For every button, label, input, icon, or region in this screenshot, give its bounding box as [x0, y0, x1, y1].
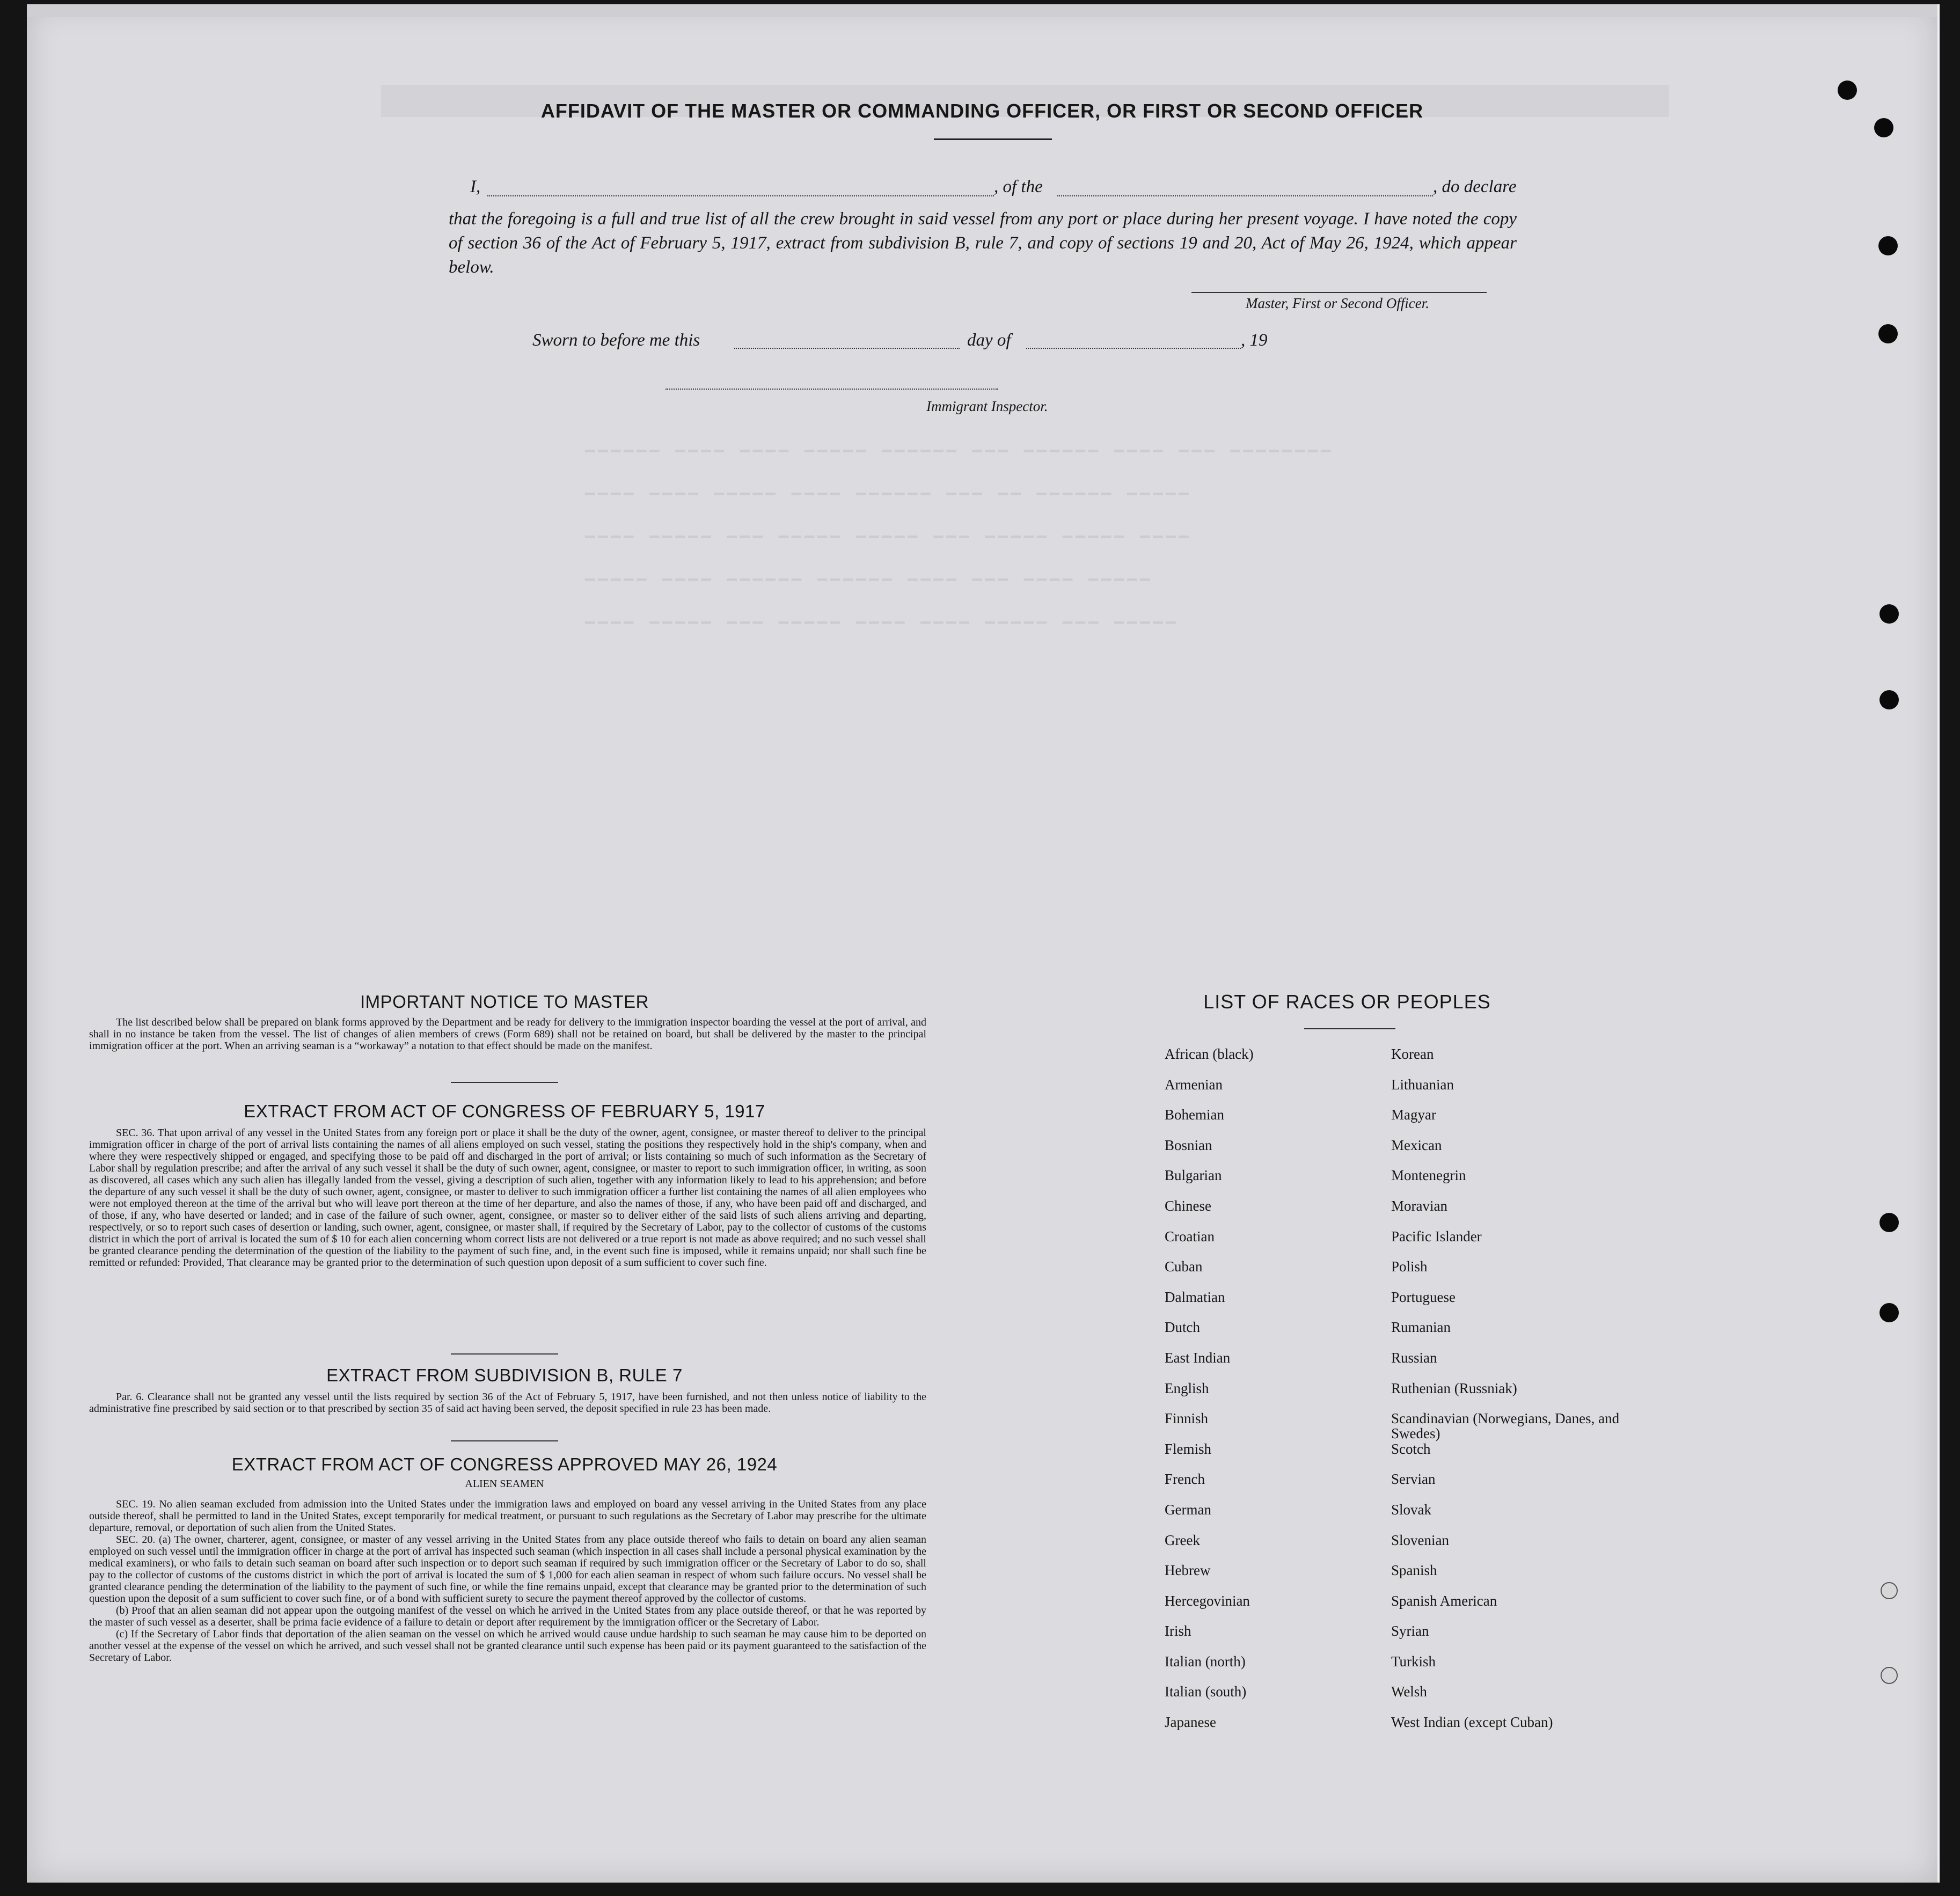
- inspector-label: Immigrant Inspector.: [926, 398, 1048, 414]
- vessel-name-line[interactable]: [1057, 195, 1433, 196]
- affidavit-title: AFFIDAVIT OF THE MASTER OR COMMANDING OFFICER, OR FIRST OR SECOND OFFICER: [540, 100, 1424, 122]
- title-rule: [934, 138, 1052, 140]
- sworn-label: Sworn to before me this: [532, 331, 700, 350]
- race-item: Irish: [1165, 1623, 1191, 1639]
- race-item: Finnish: [1165, 1410, 1209, 1427]
- master-signature-label: Master, First or Second Officer.: [1246, 295, 1429, 311]
- race-item: Dalmatian: [1165, 1289, 1225, 1305]
- sec20b-paragraph: (b) Proof that an alien seaman did not appear upon the outgoing manifest of the vessel on which he arrived in the United States from any place outside thereof, or that he was reported by the master of such vessel as a deserter, shall be prima facie evidence of a failure to detain or deport after requirement by the immigration officer or the Secretary of Labor.: [89, 1605, 926, 1628]
- race-item: Slovenian: [1391, 1532, 1449, 1548]
- affidavit-of-the-label: , of the: [994, 177, 1043, 196]
- race-item: Armenian: [1165, 1076, 1223, 1093]
- race-item: Croatian: [1165, 1228, 1215, 1245]
- punch-hole: [1879, 1213, 1899, 1232]
- affidavit-declare-label: , do declare: [1433, 177, 1517, 196]
- race-item: Russian: [1391, 1349, 1437, 1366]
- punch-hole: [1838, 80, 1857, 100]
- extract-1917-paragraph: SEC. 36. That upon arrival of any vessel in the United States from any foreign port or place it shall be the duty of the owner, agent, consignee, or master thereof to deliver to the principal immigration officer in charge of the port of arrival lists containing the names of all aliens employed on such vessel, stating the positions they respectively hold in the ship's company, when and where they were respectively shipped or engaged, and specifying those to be paid off and discharged in the port of arrival; or lists containing so much of such information as the Secretary of Labor shall by regulation prescribe; and after the arrival of any such vessel it shall be the duty of such owner, agent, consignee, or master to report to such immigration officer, in writing, as soon as discovered, all cases which any such alien has illegally landed from the vessel, giving a description of such alien, together with any information likely to lead to his apprehension; and before the departure of any such vessel it shall be the duty of such owner, agent, consignee, or master to deliver to such immigration officer a further list containing the names of all alien employees who were not employed thereon at the time of the arrival but who will leave port thereon at the time of her departure, and also the names of those, if any, who have been paid off and discharged, and of those, if any, who have deserted or landed; and in case of the failure of such owner, agent, consignee, or master so to deliver either of the said lists of such aliens arriving and departing, respectively, or so to report such cases of desertion or landing, such owner, agent, consignee, or master shall, if required by the Secretary of Labor, pay to the collector of customs of the customs district in which the port of arrival is located the sum of $ 10 for each alien concerning whom correct lists are not delivered or a true report is not made as above required; and no such vessel shall be granted clearance pending the determination of the question of the liability to the payment of such fine, and, in the event such fine is imposed, while it remains unpaid; nor shall such fine be remitted or refunded: Provided, That clearance may be granted prior to the determination of such question upon deposit of a sum sufficient to cover such fine.: [89, 1127, 926, 1269]
- race-item: Greek: [1165, 1532, 1200, 1548]
- extract-1924-title: EXTRACT FROM ACT OF CONGRESS APPROVED MAY 26, 1924: [231, 1454, 778, 1474]
- race-item: Spanish American: [1391, 1592, 1497, 1609]
- race-item: Hercegovinian: [1165, 1592, 1250, 1609]
- year-label: , 19: [1241, 331, 1268, 350]
- bleed-through-text: ▁▁▁▁ ▁▁▁▁ ▁▁▁▁▁ ▁▁▁▁ ▁▁▁▁▁▁ ▁▁▁ ▁▁ ▁▁▁▁▁▁ ▁▁▁▁▁: [585, 478, 1192, 496]
- race-item: Italian (north): [1165, 1653, 1246, 1670]
- race-item: East Indian: [1165, 1349, 1231, 1366]
- race-item: Scotch: [1391, 1440, 1431, 1457]
- notice-text: [89, 1016, 926, 1052]
- race-item: Montenegrin: [1391, 1167, 1466, 1184]
- race-item: Lithuanian: [1391, 1076, 1454, 1093]
- extract-rule7-text: [89, 1391, 926, 1415]
- alien-seamen-subtitle: ALIEN SEAMEN: [465, 1478, 544, 1490]
- race-item: English: [1165, 1380, 1209, 1396]
- race-item: Spanish: [1391, 1562, 1437, 1579]
- extract-1924-text: [89, 1498, 926, 1664]
- bleed-through-text: ▁▁▁▁ ▁▁▁▁▁ ▁▁▁ ▁▁▁▁▁ ▁▁▁▁ ▁▁▁▁ ▁▁▁▁▁ ▁▁▁ ▁▁▁▁▁: [585, 607, 1179, 625]
- race-item: Flemish: [1165, 1440, 1212, 1457]
- race-item: Bosnian: [1165, 1137, 1212, 1153]
- race-item: African (black): [1165, 1046, 1254, 1062]
- punch-hole: [1879, 604, 1899, 624]
- race-item: Turkish: [1391, 1653, 1436, 1670]
- race-item: Ruthenian (Russniak): [1391, 1380, 1517, 1396]
- sworn-month-line[interactable]: [1026, 348, 1241, 349]
- notice-title: IMPORTANT NOTICE TO MASTER: [360, 992, 649, 1012]
- races-title: LIST OF RACES OR PEOPLES: [1203, 991, 1491, 1013]
- section-rule: [451, 1353, 558, 1355]
- race-item: Scandinavian (Norwegians, Danes, and Swedes): [1391, 1410, 1620, 1442]
- race-item: French: [1165, 1471, 1205, 1488]
- page-edge: [27, 4, 1937, 17]
- extract-1917-title: EXTRACT FROM ACT OF CONGRESS OF FEBRUARY 5, 1917: [244, 1101, 765, 1121]
- bleed-through-text: ▁▁▁▁ ▁▁▁▁▁ ▁▁▁ ▁▁▁▁▁ ▁▁▁▁▁ ▁▁▁ ▁▁▁▁▁ ▁▁▁▁▁ ▁▁▁▁: [585, 521, 1192, 539]
- document-page: [27, 4, 1940, 1883]
- race-item: Servian: [1391, 1471, 1436, 1488]
- master-name-line[interactable]: [487, 195, 994, 196]
- race-item: Japanese: [1165, 1714, 1216, 1731]
- punch-hole: [1878, 324, 1898, 343]
- race-item: German: [1165, 1501, 1211, 1518]
- bleed-through-text: ▁▁▁▁▁ ▁▁▁▁ ▁▁▁▁▁▁ ▁▁▁▁▁▁ ▁▁▁▁ ▁▁▁ ▁▁▁▁ ▁▁▁▁▁: [585, 564, 1153, 582]
- affidavit-statement: that the foregoing is a full and true list of all the crew brought in said vessel from any port or place during her present voyage. I have noted the copy of section 36 of the Act of February 5, 1917, extract from subdivision B, rule 7, and copy of sections 19 and 20, Act of May 26, 1924, which appear below.: [449, 209, 1517, 277]
- race-item: Hebrew: [1165, 1562, 1211, 1579]
- race-item: Bulgarian: [1165, 1167, 1222, 1184]
- sec20c-paragraph: (c) If the Secretary of Labor finds that deportation of the alien seaman on the vessel on which he arrived would cause undue hardship to such seaman he may cause him to be deported on another vessel at the expense of the vessel on which he arrived, and such vessel shall not be granted clearance until such expense has been paid or its payment guaranteed to the satisfaction of the Secretary of Labor.: [89, 1628, 926, 1664]
- section-rule: [451, 1082, 558, 1083]
- notice-paragraph: The list described below shall be prepared on blank forms approved by the Department and be ready for delivery to the immigration inspector boarding the vessel at the port of arrival, and shall in no instance be taken from the vessel. The list of changes of alien members of crews (Form 689) shall not be retained on board, but shall be delivered by the master to the principal immigration officer at the port. When an arriving seaman is a “workaway” a notation to that effect should be made on the manifest.: [89, 1016, 926, 1052]
- extract-1917-text: [89, 1127, 926, 1269]
- punch-hole: [1881, 1667, 1898, 1684]
- sworn-day-line[interactable]: [734, 348, 960, 349]
- race-item: Slovak: [1391, 1501, 1432, 1518]
- race-item: Magyar: [1391, 1107, 1436, 1123]
- race-item: Syrian: [1391, 1623, 1429, 1639]
- races-column-2: [1391, 1046, 1627, 1745]
- section-rule: [451, 1440, 558, 1441]
- race-item: Italian (south): [1165, 1683, 1247, 1700]
- day-of-label: day of: [967, 331, 1011, 350]
- master-signature-line[interactable]: [1191, 292, 1487, 293]
- race-item: Korean: [1391, 1046, 1434, 1062]
- race-item: Mexican: [1391, 1137, 1442, 1153]
- punch-hole: [1878, 236, 1898, 255]
- bleed-through-text: ▁▁▁▁▁▁ ▁▁▁▁ ▁▁▁▁ ▁▁▁▁▁ ▁▁▁▁▁▁ ▁▁▁ ▁▁▁▁▁▁ ▁▁▁▁ ▁▁▁ ▁▁▁▁▁▁▁▁: [585, 435, 1334, 453]
- race-item: Bohemian: [1165, 1107, 1224, 1123]
- race-item: Welsh: [1391, 1683, 1427, 1700]
- extract-rule7-title: EXTRACT FROM SUBDIVISION B, RULE 7: [326, 1365, 683, 1385]
- punch-hole: [1881, 1582, 1898, 1599]
- punch-hole: [1879, 690, 1899, 709]
- sec19-paragraph: SEC. 19. No alien seaman excluded from admission into the United States under the immigration laws and employed on board any vessel arriving in the United States from any place outside thereof, shall be permitted to land in the United States, except temporarily for medical treatment, or pursuant to such regulations as the Secretary of Labor may prescribe for the ultimate departure, removal, or deportation of such alien from the United States.: [89, 1498, 926, 1534]
- races-column-1: [1165, 1046, 1254, 1745]
- inspector-signature-line[interactable]: [665, 389, 998, 390]
- affidavit-i-label: I,: [470, 177, 481, 196]
- race-item: Moravian: [1391, 1197, 1447, 1214]
- races-rule: [1304, 1028, 1395, 1029]
- race-item: Chinese: [1165, 1197, 1211, 1214]
- race-item: Portuguese: [1391, 1289, 1456, 1305]
- punch-hole: [1879, 1303, 1899, 1322]
- race-item: Pacific Islander: [1391, 1228, 1482, 1245]
- race-item: Dutch: [1165, 1319, 1200, 1336]
- race-item: West Indian (except Cuban): [1391, 1714, 1553, 1731]
- race-item: Cuban: [1165, 1258, 1203, 1275]
- extract-rule7-paragraph: Par. 6. Clearance shall not be granted any vessel until the lists required by section 36 of the Act of February 5, 1917, have been furnished, and not then unless notice of liability to the administrative fine prescribed by said section or to that prescribed by section 35 of said act having been served, the deposit specified in rule 23 has been made.: [89, 1391, 926, 1415]
- sec20a-paragraph: SEC. 20. (a) The owner, charterer, agent, consignee, or master of any vessel arriving in the United States from any place outside thereof who fails to detain on board any alien seaman employed on such vessel until the immigration officer in charge at the port of arrival has inspected such seaman (which inspection in all cases shall include a personal physical examination by the medical examiners), or who fails to detain such seaman on board after such inspection or to deport such seaman if required by such immigration officer or the Secretary of Labor to do so, shall pay to the collector of customs of the customs district in which the port of arrival is located the sum of $ 1,000 for each alien seaman in respect of whom such failure occurs. No vessel shall be granted clearance pending the determination of the liability to the payment of such fine, or while the fine remains unpaid, except that clearance may be granted prior to the determination of such question upon the deposit of a sum sufficient to cover such fine, or of a bond with sufficient surety to secure the payment thereof approved by the collector of customs.: [89, 1534, 926, 1605]
- race-item: Polish: [1391, 1258, 1428, 1275]
- punch-hole: [1874, 118, 1893, 137]
- race-item: Rumanian: [1391, 1319, 1451, 1336]
